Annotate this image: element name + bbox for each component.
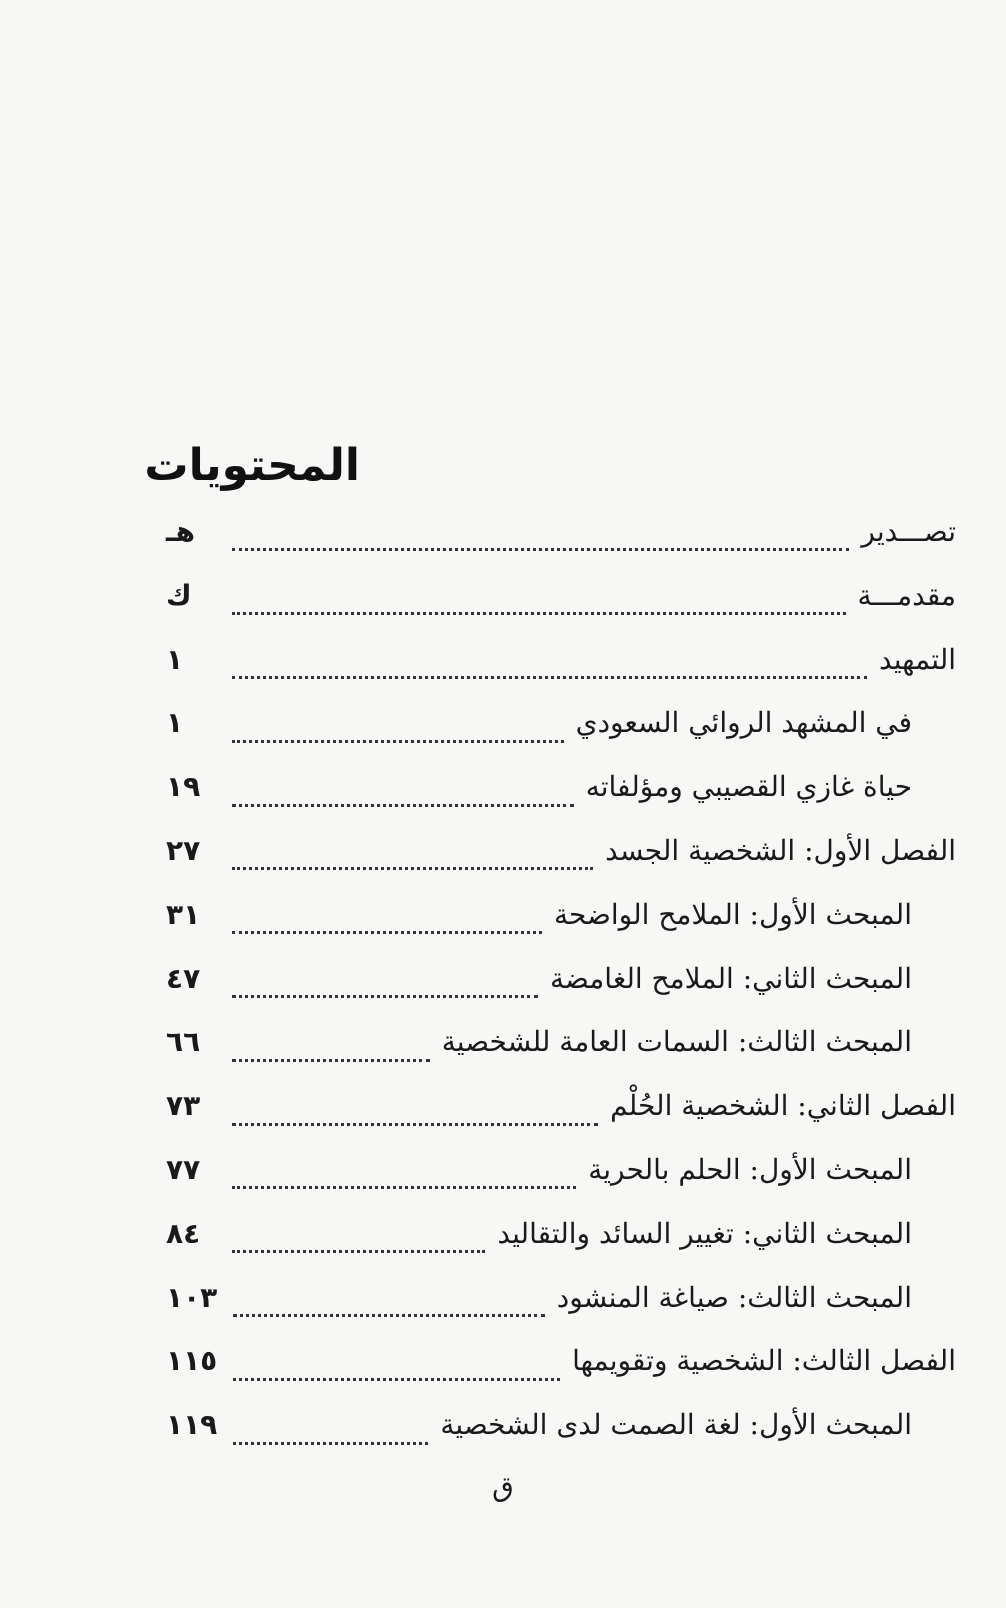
toc-entry-title: تصـــدير: [861, 515, 956, 548]
toc-entry-title: في المشهد الروائي السعودي: [575, 706, 912, 740]
toc-entry: [166, 1403, 956, 1467]
toc-entry-page: ٦٦: [166, 1025, 201, 1059]
toc-entry-title: المبحث الثاني: الملامح الغامضة: [550, 961, 912, 995]
toc-entry-title: المبحث الأول: الملامح الواضحة: [554, 897, 912, 931]
dot-leader: [232, 931, 542, 934]
toc-entry-title: المبحث الأول: لغة الصمت لدى الشخصية: [440, 1408, 912, 1442]
dot-leader: [232, 1250, 485, 1253]
toc-entry: [166, 574, 956, 638]
toc-entry: [166, 638, 956, 702]
toc-entry-title: المبحث الثالث: صياغة المنشود: [556, 1280, 912, 1314]
dot-leader: [232, 804, 574, 807]
toc-entry: [166, 893, 956, 957]
toc-entry-title: المبحث الأول: الحلم بالحرية: [588, 1152, 912, 1186]
toc-entry-page: ٧٧: [166, 1152, 201, 1186]
page-folio: ق: [492, 1470, 514, 1503]
toc-entry-page: ٨٤: [166, 1216, 201, 1250]
toc-entry: [166, 510, 956, 574]
toc-entry-title: الفصل الثاني: الشخصية الحُلْم: [610, 1089, 956, 1123]
toc-entry: [166, 1212, 956, 1276]
dot-leader: [232, 612, 846, 615]
toc-entry-title: حياة غازي القصيبي ومؤلفاته: [585, 770, 912, 804]
toc-entry: [166, 1339, 956, 1403]
toc-entry-title: الفصل الأول: الشخصية الجسد: [605, 833, 956, 867]
toc-entry: [166, 1084, 956, 1148]
dot-leader: [233, 1378, 560, 1381]
dot-leader: [232, 1186, 576, 1189]
toc-entry-page: ٣١: [166, 897, 201, 931]
dot-leader: [232, 1059, 430, 1062]
dot-leader: [232, 1123, 598, 1126]
toc-entry: [166, 701, 956, 765]
toc-entry: [166, 1020, 956, 1084]
toc-entry-page: ٤٧: [166, 961, 201, 995]
toc-entry-page: ١: [166, 706, 184, 740]
toc-entry-page: ١١٥: [166, 1344, 218, 1378]
table-of-contents: [166, 510, 956, 1467]
toc-entry-title: المبحث الثاني: تغيير السائد والتقاليد: [497, 1216, 912, 1250]
toc-entry-title: الفصل الثالث: الشخصية وتقويمها: [572, 1344, 956, 1378]
toc-entry: [166, 765, 956, 829]
dot-leader: [232, 676, 867, 679]
toc-entry-page: ١٩: [166, 770, 201, 804]
toc-entry-title: مقدمـــة: [857, 578, 956, 612]
toc-entry-page: ١١٩: [166, 1408, 218, 1442]
toc-entry-page: ٧٣: [166, 1089, 201, 1123]
toc-entry-page: ١٠٣: [166, 1280, 218, 1314]
toc-entry: [166, 1276, 956, 1340]
dot-leader: [232, 548, 849, 551]
page-title: المحتويات: [144, 440, 360, 491]
toc-entry-page: ك: [166, 578, 192, 612]
dot-leader: [232, 995, 538, 998]
toc-entry: [166, 957, 956, 1021]
dot-leader: [233, 1442, 428, 1445]
toc-entry-title: المبحث الثالث: السمات العامة للشخصية: [441, 1025, 912, 1059]
toc-entry-page: هـ: [166, 515, 195, 548]
toc-entry-page: ٢٧: [166, 833, 201, 867]
toc-entry: [166, 1148, 956, 1212]
dot-leader: [232, 867, 593, 870]
toc-entry-page: ١: [166, 642, 184, 676]
toc-entry-title: التمهيد: [879, 642, 956, 676]
dot-leader: [232, 740, 564, 743]
dot-leader: [233, 1314, 544, 1317]
toc-entry: [166, 829, 956, 893]
